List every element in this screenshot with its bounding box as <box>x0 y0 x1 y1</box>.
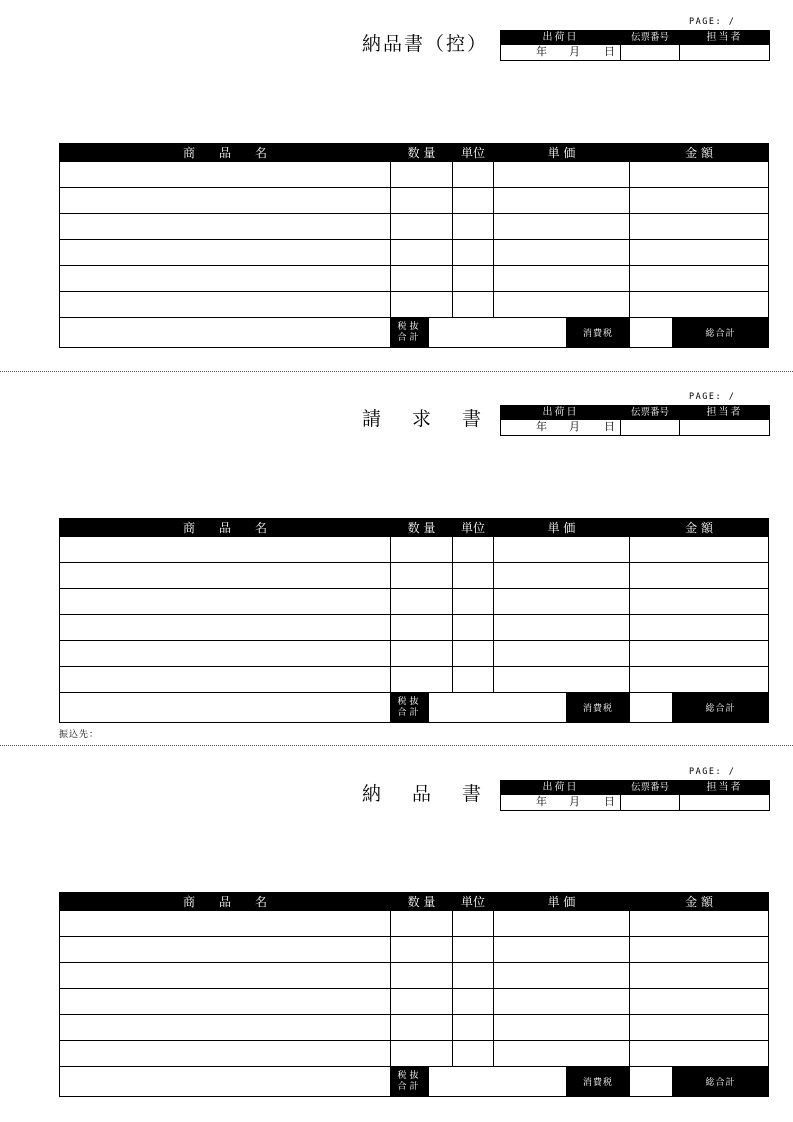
item-row <box>60 1015 769 1041</box>
item-row <box>60 615 769 641</box>
year-label: 年 <box>536 795 547 808</box>
unit-price-header: 単 価 <box>494 144 630 162</box>
page-number-label: PAGE: / <box>689 392 736 402</box>
unit-header: 単位 <box>453 893 494 911</box>
staff-header: 担当者 <box>680 31 770 45</box>
shipping-date-header: 出荷日 <box>501 406 621 420</box>
tax-field[interactable] <box>630 693 673 723</box>
item-row <box>60 240 769 266</box>
item-row <box>60 989 769 1015</box>
staff-field[interactable] <box>680 45 770 61</box>
cut-line <box>0 371 793 372</box>
form-title: 請 求 書 <box>362 408 488 430</box>
product-name-header: 商 品 名 <box>60 893 391 911</box>
page-number-label: PAGE: / <box>689 767 736 777</box>
quantity-header: 数 量 <box>391 893 453 911</box>
item-row <box>60 667 769 693</box>
slip-number-field[interactable] <box>621 795 680 811</box>
item-row <box>60 266 769 292</box>
totals-row <box>60 1067 769 1097</box>
day-label: 日 <box>604 795 615 808</box>
year-label: 年 <box>536 45 547 58</box>
delivery-note-copy-section <box>0 0 793 350</box>
unit-header: 単位 <box>453 519 494 537</box>
subtotal-field[interactable] <box>429 318 567 348</box>
slip-number-header: 伝票番号 <box>621 781 680 795</box>
totals-blank-cell <box>60 693 391 723</box>
tax-label: 消費税 <box>567 693 630 723</box>
subtotal-label: 税抜 合計 <box>391 693 429 723</box>
month-label: 月 <box>569 420 580 433</box>
grand-total-label: 総合計 <box>673 1067 769 1097</box>
month-label: 月 <box>569 45 580 58</box>
subtotal-label: 税抜 合計 <box>391 318 429 348</box>
form-title: 納 品 書 <box>362 783 488 805</box>
quantity-header: 数 量 <box>391 519 453 537</box>
totals-blank-cell <box>60 1067 391 1097</box>
staff-header: 担当者 <box>680 781 770 795</box>
unit-price-header: 単 価 <box>494 893 630 911</box>
unit-header: 単位 <box>453 144 494 162</box>
product-name-header: 商 品 名 <box>60 519 391 537</box>
bank-transfer-label: 振込先： <box>59 730 100 740</box>
totals-row <box>60 693 769 723</box>
subtotal-field[interactable] <box>429 693 567 723</box>
tax-label: 消費税 <box>567 1067 630 1097</box>
form-title: 納品書（控） <box>362 33 489 55</box>
unit-price-header: 単 価 <box>494 519 630 537</box>
staff-field[interactable] <box>680 420 770 436</box>
tax-label: 消費税 <box>567 318 630 348</box>
items-table <box>59 143 769 348</box>
day-label: 日 <box>604 420 615 433</box>
month-label: 月 <box>569 795 580 808</box>
amount-header: 金 額 <box>630 519 769 537</box>
grand-total-label: 総合計 <box>673 693 769 723</box>
item-row <box>60 162 769 188</box>
items-table <box>59 892 769 1097</box>
delivery-note-section <box>0 750 793 1100</box>
day-label: 日 <box>604 45 615 58</box>
item-row <box>60 911 769 937</box>
item-row <box>60 937 769 963</box>
slip-number-header: 伝票番号 <box>621 31 680 45</box>
amount-header: 金 額 <box>630 893 769 911</box>
shipping-date-field[interactable] <box>501 420 621 436</box>
shipping-date-field[interactable] <box>501 795 621 811</box>
tax-field[interactable] <box>630 318 673 348</box>
item-row <box>60 292 769 318</box>
item-row <box>60 563 769 589</box>
slip-header-table <box>500 30 770 61</box>
year-label: 年 <box>536 420 547 433</box>
cut-line <box>0 745 793 746</box>
item-row <box>60 1041 769 1067</box>
subtotal-label: 税抜 合計 <box>391 1067 429 1097</box>
item-row <box>60 188 769 214</box>
staff-header: 担当者 <box>680 406 770 420</box>
staff-field[interactable] <box>680 795 770 811</box>
item-row <box>60 963 769 989</box>
slip-number-header: 伝票番号 <box>621 406 680 420</box>
item-row <box>60 537 769 563</box>
totals-blank-cell <box>60 318 391 348</box>
totals-row <box>60 318 769 348</box>
page-number-label: PAGE: / <box>689 17 736 27</box>
item-row <box>60 214 769 240</box>
slip-header-table <box>500 780 770 811</box>
slip-number-field[interactable] <box>621 420 680 436</box>
invoice-section <box>0 375 793 740</box>
slip-header-table <box>500 405 770 436</box>
item-row <box>60 641 769 667</box>
subtotal-field[interactable] <box>429 1067 567 1097</box>
slip-number-field[interactable] <box>621 45 680 61</box>
shipping-date-field[interactable] <box>501 45 621 61</box>
product-name-header: 商 品 名 <box>60 144 391 162</box>
shipping-date-header: 出荷日 <box>501 31 621 45</box>
item-row <box>60 589 769 615</box>
amount-header: 金 額 <box>630 144 769 162</box>
grand-total-label: 総合計 <box>673 318 769 348</box>
tax-field[interactable] <box>630 1067 673 1097</box>
quantity-header: 数 量 <box>391 144 453 162</box>
items-table <box>59 518 769 723</box>
shipping-date-header: 出荷日 <box>501 781 621 795</box>
